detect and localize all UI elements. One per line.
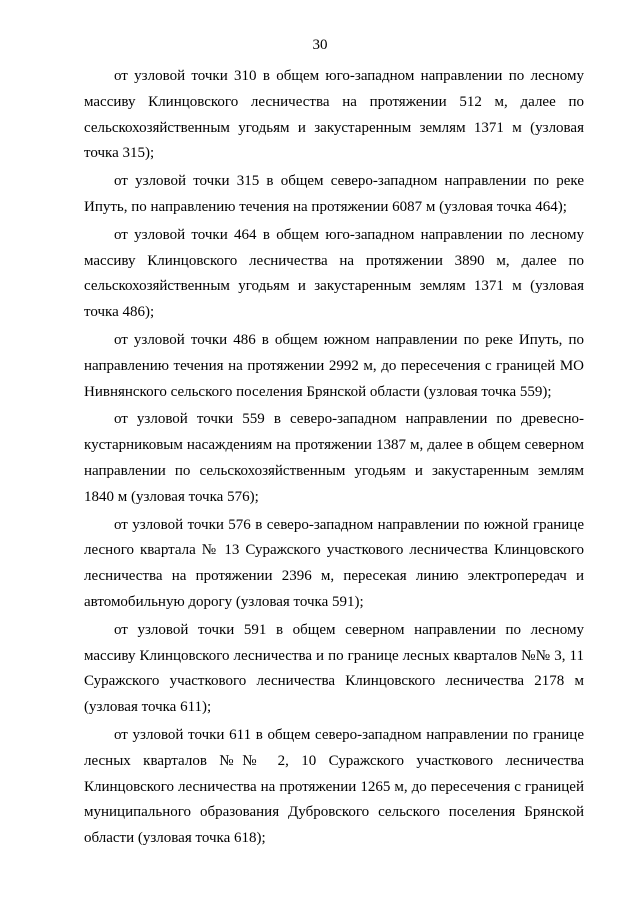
paragraph-boundary-310: от узловой точки 310 в общем юго-западном направлении по лесному массиву Клинцовского лесничества на протяжении 512 м, далее по сельскохозяйственным угодьям и закустаренным землям 1371 м (узловая точка 315); [84,68,584,162]
paragraph-boundary-611: от узловой точки 611 в общем северо-западном направлении по границе лесных кварталов №№ 2, 10 Суражского участкового лесничества Клинцовского лесничества на протяжении 1265 м, до пересечения с границей муниципального образования Дубровского сельского поселения Брянской области (узловая точка 618); [84,726,584,847]
paragraph-boundary-464: от узловой точки 464 в общем юго-западном направлении по лесному массиву Клинцовского лесничества на протяжении 3890 м, далее по сельскохозяйственным угодьям и закустаренным землям 1371 м (узловая точка 486); [84,226,584,321]
paragraph-boundary-315: от узловой точки 315 в общем северо-западном направлении по реке Ипуть, по направлению течения на протяжении 6087 м (узловая точка 464); [84,173,584,215]
paragraph-boundary-559: от узловой точки 559 в северо-западном направлении по древесно-кустарниковым насаждениям на протяжении 1387 м, далее в общем северном направлении по сельскохозяйственным угодьям и закустаренным землям 1840 м (узловая точка 576); [84,411,584,505]
page-number: 30 [312,37,328,53]
paragraph-boundary-486: от узловой точки 486 в общем южном направлении по реке Ипуть, по направлению течения на протяжении 2992 м, до пересечения с границей МО Нивнянского сельского поселения Брянской области (узловая точка 559); [84,331,584,400]
paragraph-boundary-576: от узловой точки 576 в северо-западном направлении по южной границе лесного квартала № 13 Суражского участкового лесничества Клинцовского лесничества на протяжении 2396 м, пересекая линию электропередач и автомобильную дорогу (узловая точка 591); [84,516,584,610]
document-body [84,64,584,854]
paragraph-boundary-591: от узловой точки 591 в общем северном направлении по лесному массиву Клинцовского лесничества и по границе лесных кварталов №№ 3, 11 Суражского участкового лесничества Клинцовского лесничества 2178 м (узловая точка 611); [84,621,584,716]
